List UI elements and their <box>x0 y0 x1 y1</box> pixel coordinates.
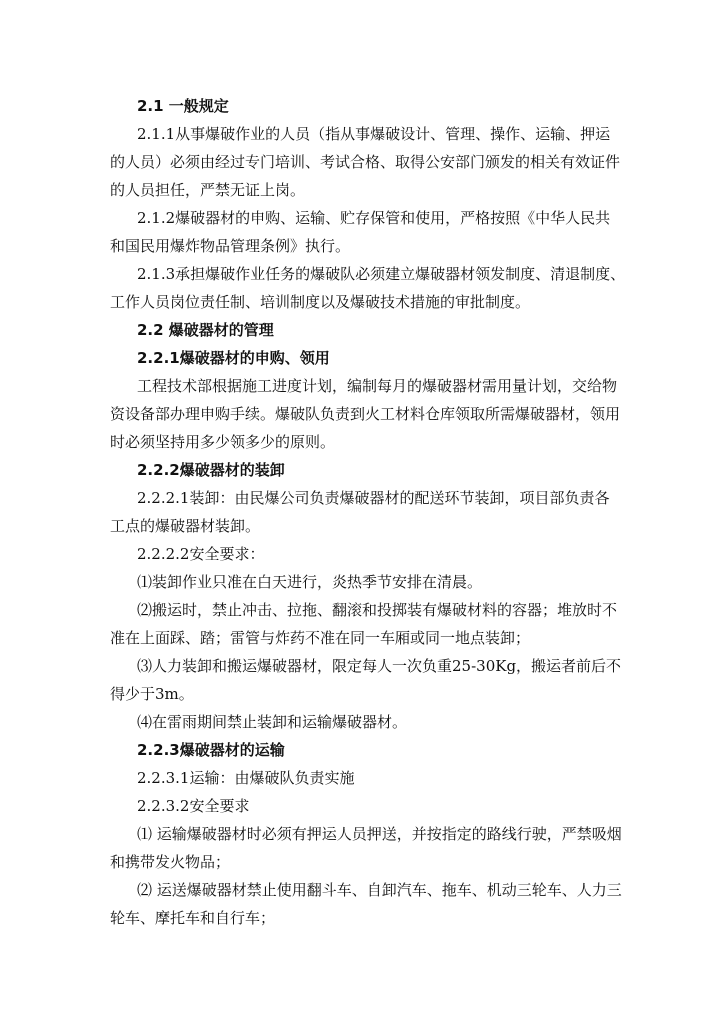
paragraph-2-2-3-2: 2.2.3.2安全要求 <box>137 797 250 815</box>
paragraph-2-1-2-line-1: 2.1.2爆破器材的申购、运输、贮存保管和使用，严格按照《中华人民共 <box>137 209 611 227</box>
paragraph-2-1-2-line-2: 和国民用爆炸物品管理条例》执行。 <box>110 237 351 255</box>
transport-item-2-line-1: ⑵ 运送爆破器材禁止使用翻斗车、自卸汽车、拖车、机动三轮车、人力三 <box>137 881 622 899</box>
heading-2-2: 2.2 爆破器材的管理 <box>137 321 274 339</box>
heading-2-2-1: 2.2.1爆破器材的申购、领用 <box>137 349 330 367</box>
paragraph-2-1-1-line-1: 2.1.1从事爆破作业的人员（指从事爆破设计、管理、操作、运输、押运 <box>137 125 611 143</box>
list-item-4: ⑷在雷雨期间禁止装卸和运输爆破器材。 <box>137 713 408 731</box>
heading-2-2-2: 2.2.2爆破器材的装卸 <box>137 461 285 479</box>
paragraph-2-2-2-1-line-1: 2.2.2.1装卸：由民爆公司负责爆破器材的配送环节装卸，项目部负责各 <box>137 489 610 507</box>
paragraph-2-1-3-line-1: 2.1.3承担爆破作业任务的爆破队必须建立爆破器材领发制度、清退制度、 <box>137 265 626 283</box>
paragraph-2-1-3-line-2: 工作人员岗位责任制、培训制度以及爆破技术措施的审批制度。 <box>110 293 531 311</box>
transport-item-1-line-1: ⑴ 运输爆破器材时必须有押运人员押送，并按指定的路线行驶，严禁吸烟 <box>137 825 622 843</box>
list-item-3-line-1: ⑶人力装卸和搬运爆破器材，限定每人一次负重25-30Kg，搬运者前后不 <box>137 657 622 675</box>
transport-item-1-line-2: 和携带发火物品； <box>110 853 231 871</box>
heading-2-2-3: 2.2.3爆破器材的运输 <box>137 741 285 759</box>
paragraph-2-2-2-1-line-2: 工点的爆破器材装卸。 <box>110 517 261 535</box>
paragraph-2-1-1-line-2: 的人员）必须由经过专门培训、考试合格、取得公安部门颁发的相关有效证件 <box>110 153 621 171</box>
paragraph-2-2-2-2: 2.2.2.2安全要求： <box>137 545 265 563</box>
paragraph-2-2-1-line-2: 资设备部办理申购手续。爆破队负责到火工材料仓库领取所需爆破器材，领用 <box>110 405 621 423</box>
list-item-3-line-2: 得少于3m。 <box>110 685 194 703</box>
paragraph-2-2-1-line-3: 时必须坚持用多少领多少的原则。 <box>110 433 336 451</box>
list-item-1: ⑴装卸作业只准在白天进行，炎热季节安排在清晨。 <box>137 573 483 591</box>
list-item-2-line-2: 准在上面踩、踏；雷管与炸药不准在同一车厢或同一地点装卸； <box>110 629 531 647</box>
paragraph-2-2-1-line-1: 工程技术部根据施工进度计划，编制每月的爆破器材需用量计划，交给物 <box>137 377 618 395</box>
paragraph-2-2-3-1: 2.2.3.1运输：由爆破队负责实施 <box>137 769 355 787</box>
list-item-2-line-1: ⑵搬运时，禁止冲击、拉拖、翻滚和投掷装有爆破材料的容器；堆放时不 <box>137 601 618 619</box>
heading-2-1: 2.1 一般规定 <box>137 97 229 115</box>
paragraph-2-1-1-line-3: 的人员担任，严禁无证上岗。 <box>110 181 306 199</box>
transport-item-2-line-2: 轮车、摩托车和自行车； <box>110 909 276 927</box>
